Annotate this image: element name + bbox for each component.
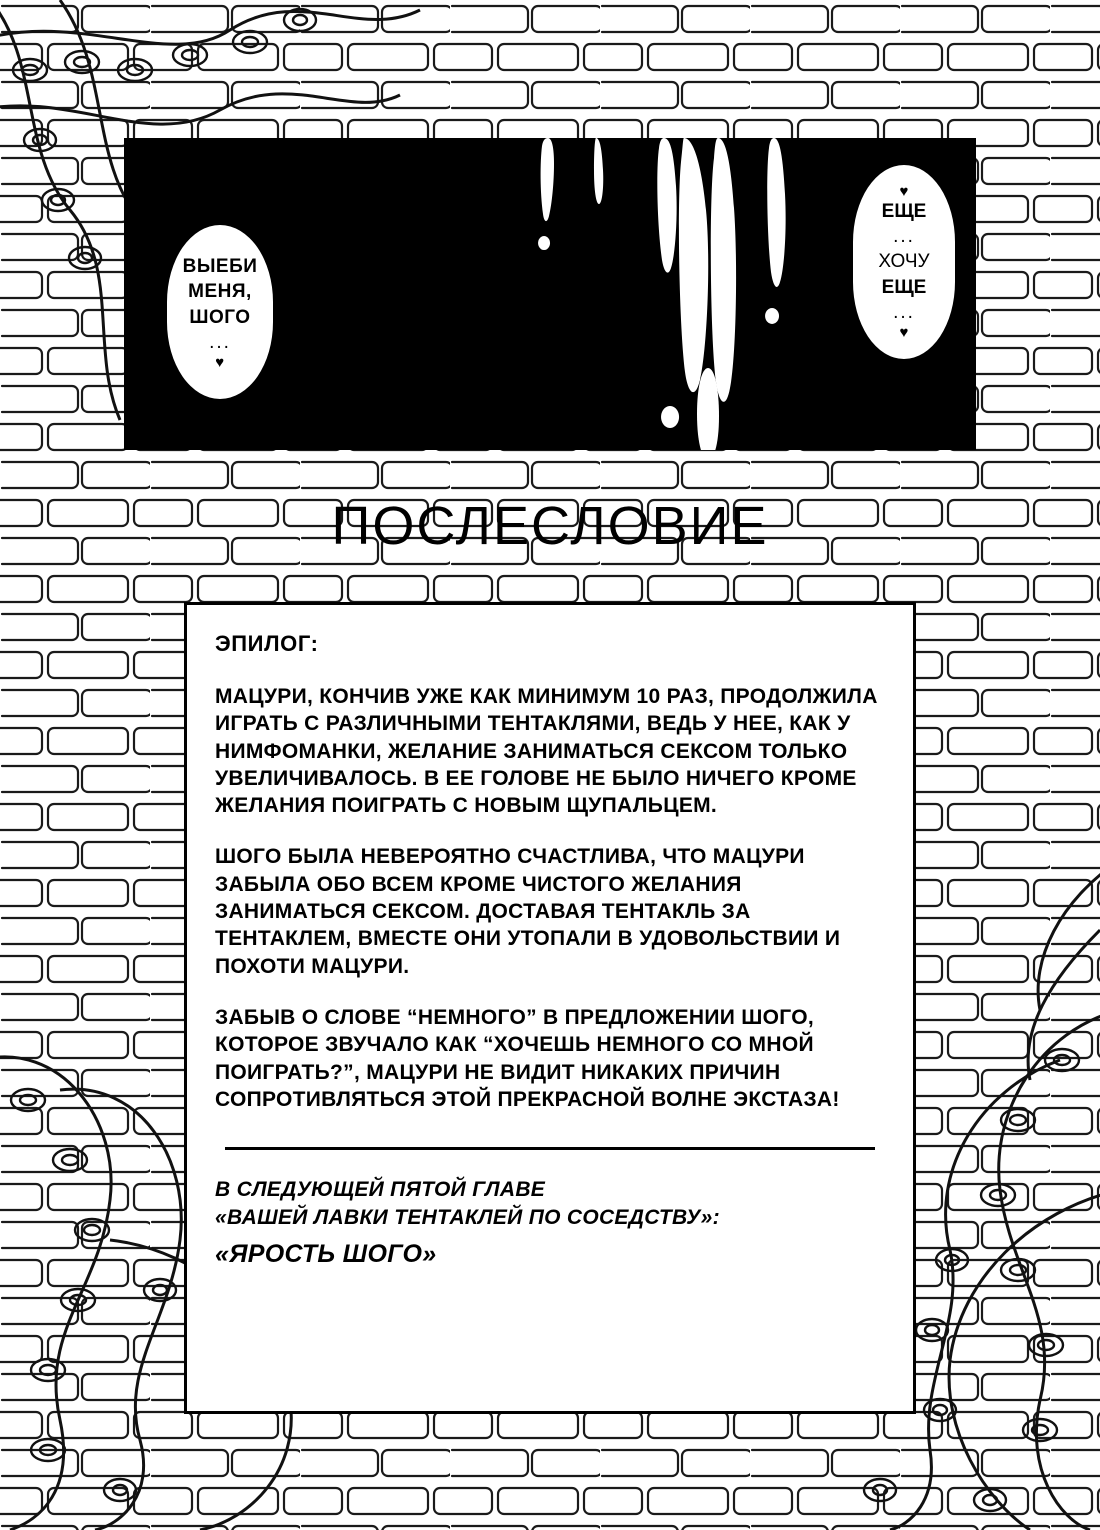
next-chapter-line-2: «ВАШЕЙ ЛАВКИ ТЕНТАКЛЕЙ ПО СОСЕДСТВУ»: [215,1205,720,1229]
heart-icon: ♥ [899,183,909,201]
speech-bubble-right [850,162,958,362]
bubble-left-line-3: ШОГО [189,306,251,328]
afterword-paragraph: ШОГО БЫЛА НЕВЕРОЯТНО СЧАСТЛИВА, ЧТО МАЦУРИ ЗАБЫЛА ОБО ВСЕМ КРОМЕ ЧИСТОГО ЖЕЛАНИЯ ЗАНИМАТЬСЯ СЕКСОМ. ДОСТАВАЯ ТЕНТАКЛЬ ЗА ТЕНТАКЛЕМ, ВМЕСТЕ ОНИ УТОПАЛИ В УДОВОЛЬСТВИИ И ПОХОТИ МАЦУРИ. [215,845,841,978]
divider [225,1147,875,1150]
bubble-left-line-2: МЕНЯ, [188,281,252,303]
bubble-right-line-2: ХОЧУ [878,251,930,273]
bubble-right-line-1: ЕЩЕ [881,201,927,223]
bubble-right-line-3: ЕЩЕ [881,276,927,298]
bubble-right-dots-2: ... [893,301,915,323]
heart-icon: ♥ [215,353,225,371]
next-chapter-title: «ЯРОСТЬ ШОГО» [215,1239,437,1268]
afterword-paragraph: ЗАБЫВ О СЛОВЕ “НЕМНОГО” В ПРЕДЛОЖЕНИИ ШОГО, КОТОРОЕ ЗВУЧАЛО КАК “ХОЧЕШЬ НЕМНОГО СО МНОЙ ПОИГРАТЬ?”, МАЦУРИ НЕ ВИДИТ НИКАКИХ ПРИЧИН СОПРОТИВЛЯТЬСЯ ЭТОЙ ПРЕКРАСНОЙ ВОЛНЕ ЭКСТАЗА! [215,1005,840,1111]
heart-icon: ♥ [899,323,909,341]
afterword-paragraph: МАЦУРИ, КОНЧИВ УЖЕ КАК МИНИМУМ 10 РАЗ, ПРОДОЛЖИЛА ИГРАТЬ С РАЗЛИЧНЫМИ ТЕНТАКЛЯМИ, ВЕДЬ У НЕЕ, КАК У НИМФОМАНКИ, ЖЕЛАНИЕ ЗАНИМАТЬСЯ СЕКСОМ ТОЛЬКО УВЕЛИЧИВАЛОСЬ. В ЕЕ ГОЛОВЕ НЕ БЫЛО НИЧЕГО КРОМЕ ЖЕЛАНИЯ ПОИГРАТЬ С НОВЫМ ЩУПАЛЬЦЕМ. [215,685,878,818]
next-chapter-line-1: В СЛЕДУЮЩЕЙ ПЯТОЙ ГЛАВЕ [215,1178,546,1202]
page-title: ПОСЛЕСЛОВИЕ [331,496,769,556]
afterword-textbox [184,602,916,1414]
next-chapter-block [215,1176,885,1270]
speech-bubble-left [164,222,276,402]
bubble-right-dots-1: ... [893,226,915,248]
epilogue-label: ЭПИЛОГ: [215,631,319,656]
bubble-left-line-1: ВЫЕБИ [182,256,258,278]
bubble-left-dots: ... [209,331,231,353]
comic-panel [124,138,976,450]
